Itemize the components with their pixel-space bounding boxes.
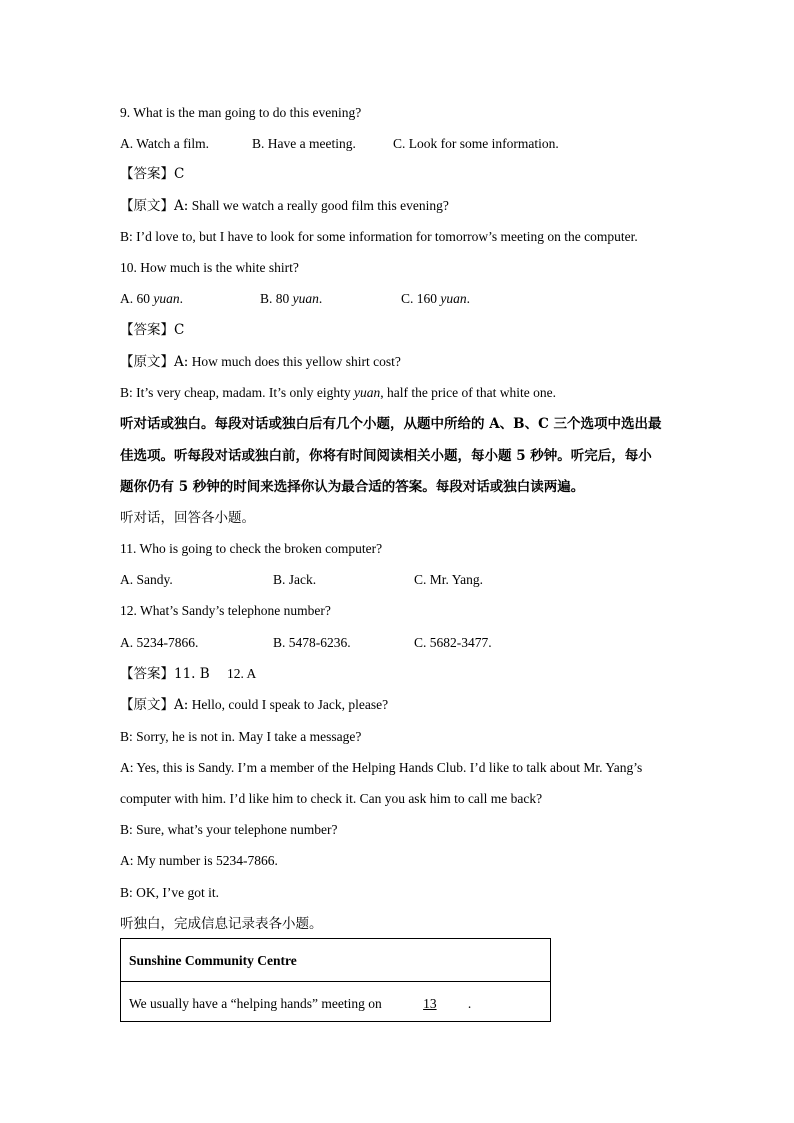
- table-header-row: [121, 939, 550, 982]
- script-label: 【原文】A:: [120, 354, 189, 370]
- dialogue-intro: 听对话，回答各小题。: [120, 510, 255, 526]
- dialogue-line-6: A: My number is 5234-7866.: [120, 853, 278, 868]
- q9-answer: 【答案】C: [120, 166, 185, 182]
- dialogue-line-4: computer with him. I’d like him to check it. Can you ask him to call me back?: [120, 791, 543, 806]
- q11-question: 11. Who is going to check the broken computer?: [120, 541, 383, 556]
- table-row: We usually have a “helping hands” meeting on 13 .: [129, 996, 472, 1011]
- monologue-intro: 听独白，完成信息记录表各小题。: [120, 916, 323, 932]
- answers-11-12: [120, 666, 256, 682]
- dialogue-line-1: [120, 697, 388, 713]
- q10-option-b: B. 80 yuan.: [260, 291, 323, 306]
- q9-script-a: [120, 198, 449, 214]
- dialogue-line-7: B: OK, I’ve got it.: [120, 885, 219, 900]
- dialogue-line-1-text: Hello, could I speak to Jack, please?: [191, 697, 389, 712]
- instructions-line-1: 听对话或独白。每段对话或独白后有几个小题，从题中所给的 A、B、C 三个选项中选出最: [120, 416, 662, 432]
- instructions-line-2: 佳选项。听每段对话或独白前，你将有时间阅读相关小题，每小题 5 秒钟。听完后，每小: [120, 448, 652, 464]
- q12-option-c: C. 5682-3477.: [414, 635, 492, 650]
- dialogue-line-3: A: Yes, this is Sandy. I’m a member of the Helping Hands Club. I’d like to talk about Mr. Yang’s: [120, 760, 643, 775]
- q11-option-c: C. Mr. Yang.: [414, 572, 484, 587]
- answer-12: 12. A: [227, 666, 257, 681]
- q9-script-a-text: Shall we watch a really good film this evening?: [191, 198, 449, 213]
- info-record-table: [120, 938, 551, 1022]
- q10-answer: 【答案】C: [120, 322, 185, 338]
- q10-script-a: [120, 354, 401, 370]
- dialogue-line-2: B: Sorry, he is not in. May I take a message?: [120, 729, 362, 744]
- q12-option-b: B. 5478-6236.: [273, 635, 351, 650]
- q10-script-a-text: How much does this yellow shirt cost?: [191, 354, 401, 369]
- q11-options: [120, 572, 483, 588]
- script-label: 【原文】A:: [120, 697, 189, 713]
- q12-options: [120, 635, 492, 651]
- dialogue-line-5: B: Sure, what’s your telephone number?: [120, 822, 338, 837]
- q12-question: 12. What’s Sandy’s telephone number?: [120, 603, 331, 618]
- q10-script-b: B: It’s very cheap, madam. It’s only eighty yuan, half the price of that white one.: [120, 385, 557, 400]
- table-header: Sunshine Community Centre: [129, 953, 297, 968]
- q10-option-c: C. 160 yuan.: [401, 291, 471, 306]
- q9-options: [120, 136, 559, 152]
- q9-question: 9. What is the man going to do this evening?: [120, 105, 362, 120]
- q9-option-b: B. Have a meeting.: [252, 136, 356, 151]
- q9-option-a: A. Watch a film.: [120, 136, 210, 151]
- q10-option-a: A. 60 yuan.: [120, 291, 183, 306]
- q10-options: [120, 291, 470, 307]
- script-label: 【原文】A:: [120, 198, 189, 214]
- blank-13: 13: [423, 996, 437, 1011]
- q9-option-c: C. Look for some information.: [393, 136, 559, 151]
- q12-option-a: A. 5234-7866.: [120, 635, 199, 650]
- q9-script-b: B: I’d love to, but I have to look for some information for tomorrow’s meeting on the computer.: [120, 229, 638, 244]
- answer-11: 【答案】11. B: [120, 666, 210, 682]
- q11-option-a: A. Sandy.: [120, 572, 173, 587]
- table-row-text: We usually have a “helping hands” meeting on: [129, 996, 382, 1011]
- q11-option-b: B. Jack.: [273, 572, 317, 587]
- instructions-line-3: 题你仍有 5 秒钟的时间来选择你认为最合适的答案。每段对话或独白读两遍。: [120, 479, 585, 495]
- q10-question: 10. How much is the white shirt?: [120, 260, 299, 275]
